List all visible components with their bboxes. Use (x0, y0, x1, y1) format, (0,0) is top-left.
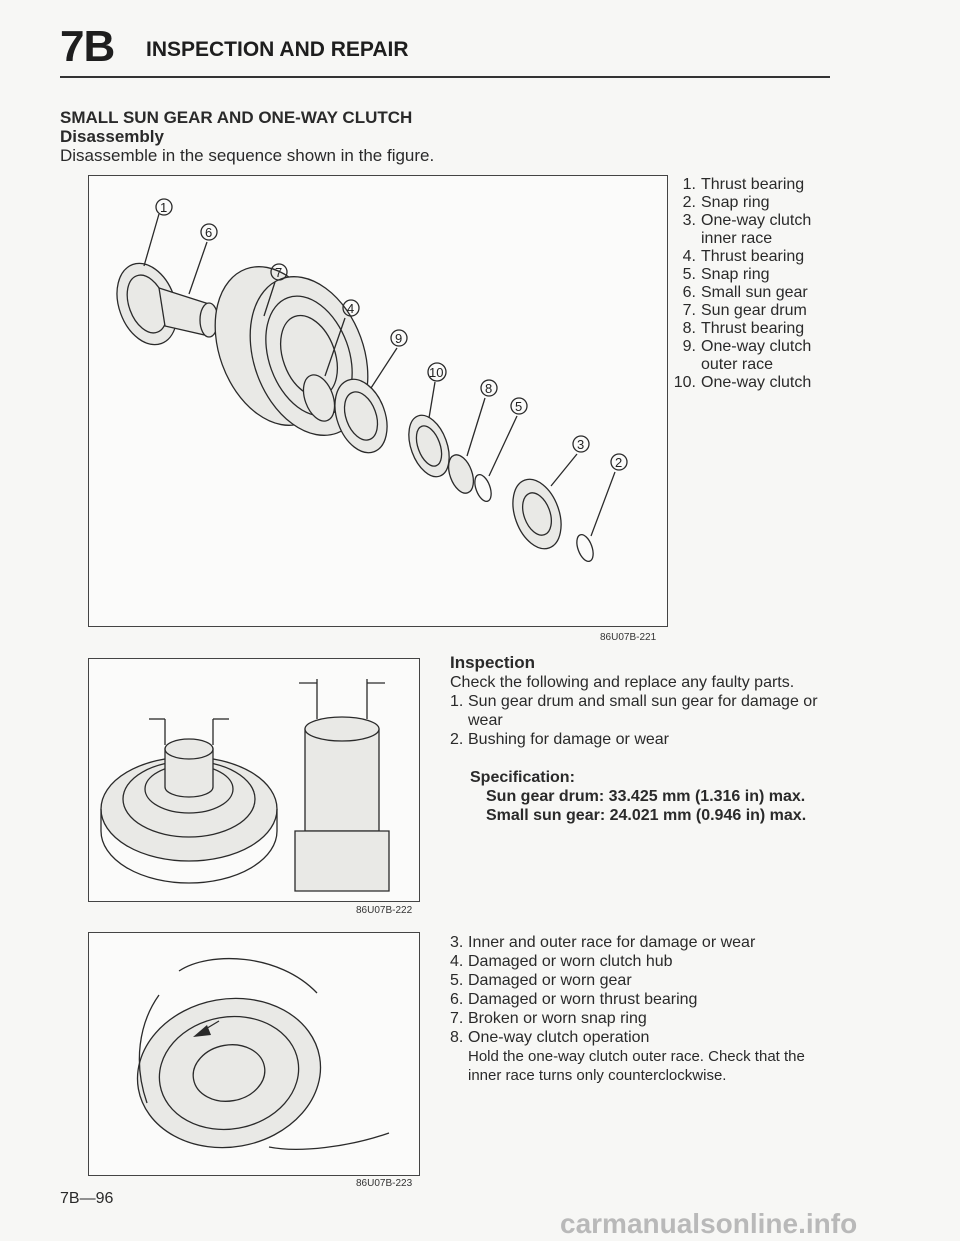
figure-2-caption: 86U07B-222 (356, 905, 413, 916)
list-item: 4. Damaged or worn clutch hub (450, 953, 673, 970)
one-way-clutch-note: Hold the one-way clutch outer race. Check that the inner race turns only counterclockwise. (468, 1048, 805, 1084)
disassembly-instruction: Disassemble in the sequence shown in the figure. (60, 146, 435, 165)
list-item: inner race (701, 230, 773, 247)
list-item: 5. Snap ring (682, 266, 770, 283)
specification-label: Specification: (470, 769, 575, 786)
list-item: 9. One-way clutch (682, 338, 812, 355)
spec-sun-gear-drum: Sun gear drum: 33.425 mm (1.316 in) max. (486, 788, 806, 805)
callout-label: 6 (205, 225, 213, 240)
figure-3-caption: 86U07B-223 (356, 1178, 413, 1189)
list-item: 1. Sun gear drum and small sun gear for damage or wear (450, 693, 818, 729)
clutch-check-drawing (89, 933, 419, 1175)
specification-block (470, 768, 806, 825)
list-item: 8. Thrust bearing (682, 320, 805, 337)
inspection-list-a (450, 692, 840, 749)
chapter-code: 7B (60, 22, 115, 71)
watermark: carmanualsonline.info (560, 1208, 858, 1239)
one-way-clutch-check-figure (88, 932, 420, 1176)
callout-label: 4 (347, 301, 355, 316)
measurement-figure (88, 658, 420, 902)
inspection-heading: Inspection (450, 653, 536, 672)
list-item: 3. Inner and outer race for damage or wear (450, 934, 756, 951)
list-item: 7. Broken or worn snap ring (450, 1010, 647, 1027)
figure-1-caption: 86U07B-221 (600, 632, 657, 643)
list-item: 10. One-way clutch (673, 374, 812, 391)
list-item: 2. Snap ring (682, 194, 770, 211)
list-item: 3. One-way clutch (682, 212, 812, 229)
list-item: 6. Damaged or worn thrust bearing (450, 991, 698, 1008)
list-item: 2. Bushing for damage or wear (450, 731, 669, 748)
section-title: SMALL SUN GEAR AND ONE-WAY CLUTCH (60, 108, 413, 127)
callout-label: 10 (429, 365, 444, 380)
measurement-drawing (89, 659, 419, 901)
list-item: outer race (701, 356, 774, 373)
disassembly-heading: Disassembly (60, 127, 164, 146)
header-rule (60, 76, 830, 78)
inspection-intro: Check the following and replace any faulty parts. (450, 674, 795, 691)
callout-label: 5 (515, 399, 523, 414)
list-item: 5. Damaged or worn gear (450, 972, 632, 989)
callout-label: 2 (615, 455, 623, 470)
callout-label: 3 (577, 437, 585, 452)
callout-label: 8 (485, 381, 493, 396)
list-item: 7. Sun gear drum (682, 302, 807, 319)
callout-label: 9 (395, 331, 403, 346)
callout-label: 1 (160, 200, 168, 215)
inspection-list-b (450, 933, 840, 1047)
exploded-view-drawing (89, 176, 667, 626)
list-item: 6. Small sun gear (682, 284, 808, 301)
list-item: 8. One-way clutch operation (450, 1029, 650, 1046)
list-item: 4. Thrust bearing (682, 248, 805, 265)
exploded-view-figure (88, 175, 668, 627)
callout-label: 7 (275, 265, 283, 280)
page-number: 7B—96 (60, 1190, 114, 1207)
list-item: 1. Thrust bearing (682, 176, 805, 193)
chapter-title: INSPECTION AND REPAIR (146, 38, 409, 61)
parts-list (666, 176, 811, 392)
spec-small-sun-gear: Small sun gear: 24.021 mm (0.946 in) max. (486, 807, 807, 824)
